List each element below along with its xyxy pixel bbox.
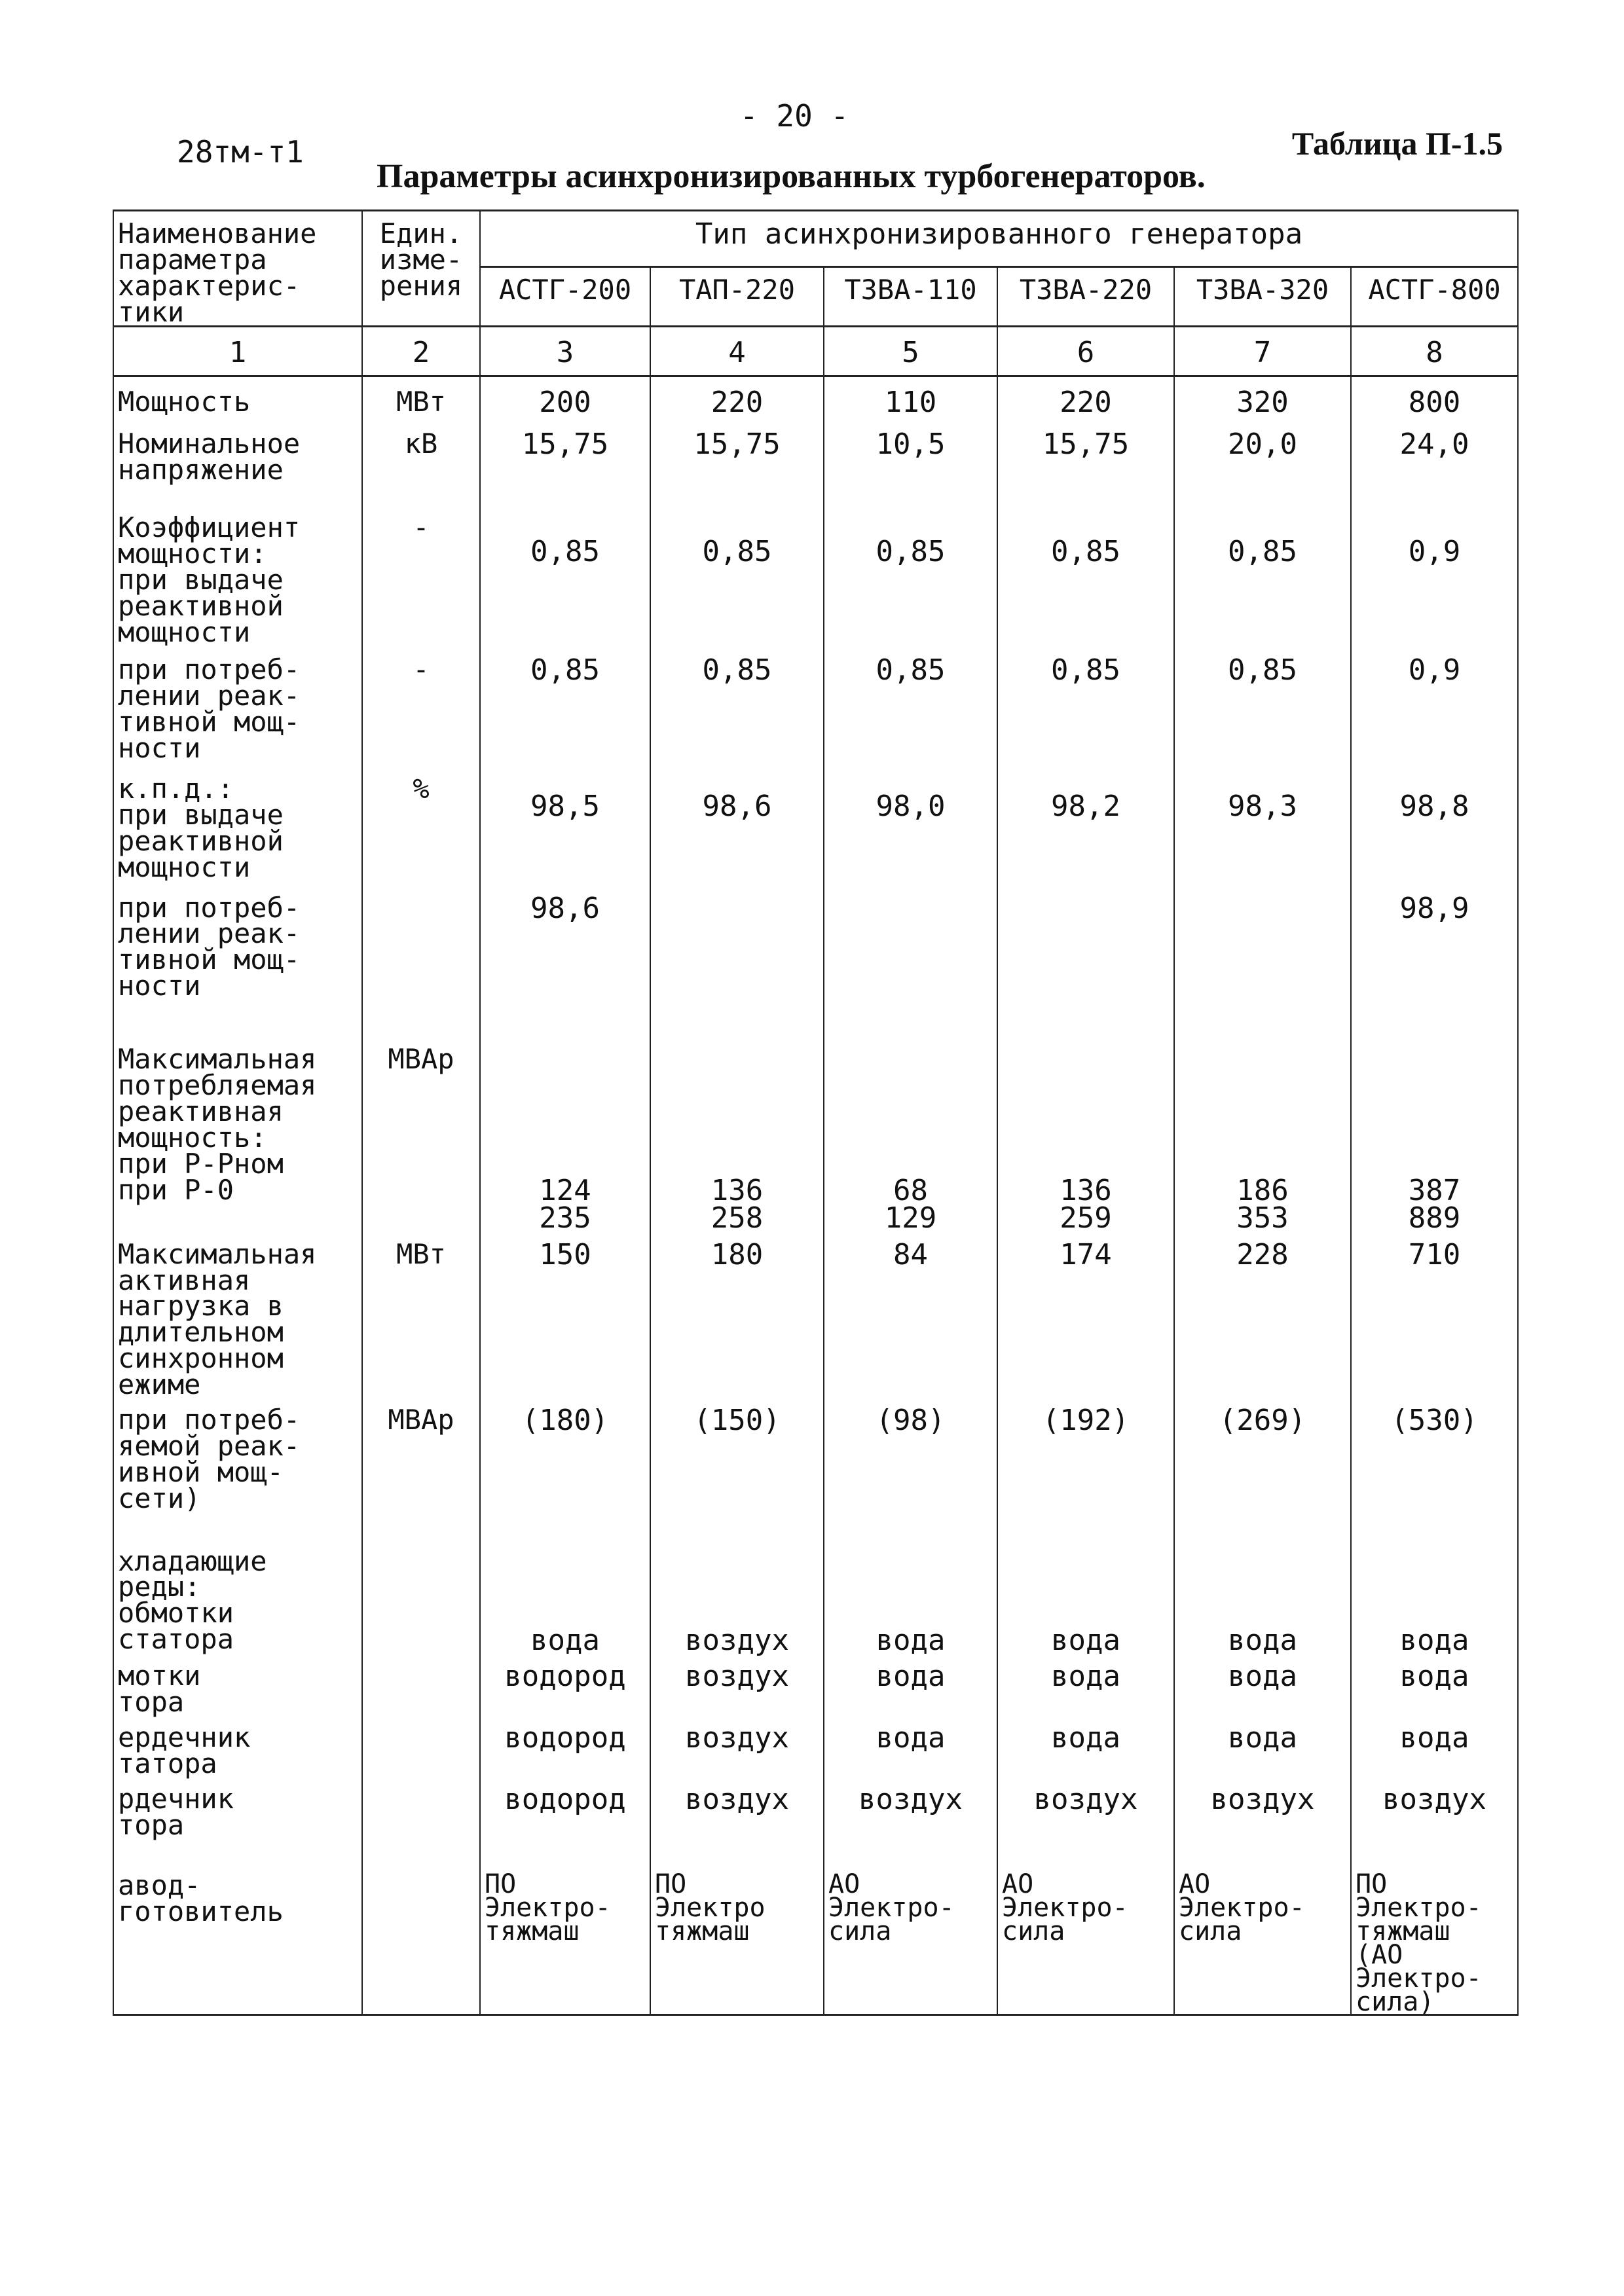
value-cell: 320 bbox=[1174, 376, 1351, 416]
parameter-name: Мощность bbox=[113, 376, 362, 416]
unit-cell bbox=[362, 881, 480, 1000]
type-label: ТЗВА-220 bbox=[997, 266, 1174, 326]
value-cell: 174 bbox=[997, 1232, 1174, 1398]
value-cell: 710 bbox=[1351, 1232, 1518, 1398]
value-cell: 150 bbox=[480, 1232, 650, 1398]
value-cell: 20,0 bbox=[1174, 416, 1351, 483]
column-number: 6 bbox=[997, 326, 1174, 376]
value-cell: 136 259 bbox=[997, 999, 1174, 1232]
value-cell: 68 129 bbox=[824, 999, 997, 1232]
value-cell: 98,6 bbox=[650, 761, 824, 881]
value-cell bbox=[1174, 881, 1351, 1000]
value-cell: (192) bbox=[997, 1398, 1174, 1512]
value-cell: 98,5 bbox=[480, 761, 650, 881]
value-cell: 186 353 bbox=[1174, 999, 1351, 1232]
table-body bbox=[113, 376, 1518, 2017]
parameter-name: Коэффициент мощности: при выдаче реактивной мощности bbox=[113, 483, 362, 645]
table-row bbox=[113, 1232, 1518, 1398]
table-row bbox=[113, 1512, 1518, 1654]
value-cell: 15,75 bbox=[650, 416, 824, 483]
header-unit: Един. изме- рения bbox=[362, 211, 480, 327]
value-cell: 800 bbox=[1351, 376, 1518, 416]
value-cell: вода bbox=[1174, 1654, 1351, 1715]
table-row bbox=[113, 1838, 1518, 2015]
value-cell: (150) bbox=[650, 1398, 824, 1512]
value-cell: 98,2 bbox=[997, 761, 1174, 881]
value-cell: 0,85 bbox=[650, 645, 824, 761]
value-cell: вода bbox=[480, 1512, 650, 1654]
parameter-name: мотки тора bbox=[113, 1654, 362, 1715]
column-number: 5 bbox=[824, 326, 997, 376]
value-cell: воздух bbox=[650, 1715, 824, 1777]
value-cell: 15,75 bbox=[997, 416, 1174, 483]
unit-cell: - bbox=[362, 645, 480, 761]
value-cell: ПО Электро- тяжмаш bbox=[480, 1838, 650, 2015]
unit-cell bbox=[362, 1512, 480, 1654]
value-cell: 0,9 bbox=[1351, 483, 1518, 645]
header-parameter-name: Наименование параметра характерис- тики bbox=[113, 211, 362, 327]
value-cell: 0,85 bbox=[650, 483, 824, 645]
value-cell: 15,75 bbox=[480, 416, 650, 483]
column-number-row bbox=[113, 326, 1518, 376]
column-number: 1 bbox=[113, 326, 362, 376]
value-cell: 110 bbox=[824, 376, 997, 416]
value-cell: (180) bbox=[480, 1398, 650, 1512]
value-cell: 0,85 bbox=[1174, 645, 1351, 761]
value-cell: ПО Электро- тяжмаш (АО Электро- сила) bbox=[1351, 1838, 1518, 2015]
value-cell: водород bbox=[480, 1777, 650, 1838]
table-row bbox=[113, 483, 1518, 645]
header-generator-type-group: Тип асинхронизированного генератора bbox=[480, 211, 1518, 267]
value-cell: АО Электро- сила bbox=[824, 1838, 997, 2015]
value-cell: воздух bbox=[1351, 1777, 1518, 1838]
value-cell: АО Электро- сила bbox=[997, 1838, 1174, 2015]
value-cell: (98) bbox=[824, 1398, 997, 1512]
column-number: 8 bbox=[1351, 326, 1518, 376]
document-code: 28тм-т1 bbox=[177, 134, 304, 170]
value-cell: ПО Электро тяжмаш bbox=[650, 1838, 824, 2015]
page-number: - 20 - bbox=[740, 98, 849, 134]
table-row bbox=[113, 1398, 1518, 1512]
value-cell: водород bbox=[480, 1654, 650, 1715]
value-cell: 0,85 bbox=[480, 483, 650, 645]
table-row bbox=[113, 1777, 1518, 1838]
parameter-name: при потреб- лении реак- тивной мощ- ности bbox=[113, 881, 362, 1000]
type-label: АСТГ-200 bbox=[480, 266, 650, 326]
value-cell: (269) bbox=[1174, 1398, 1351, 1512]
value-cell: 98,8 bbox=[1351, 761, 1518, 881]
value-cell: воздух bbox=[650, 1777, 824, 1838]
value-cell: 0,9 bbox=[1351, 645, 1518, 761]
value-cell: вода bbox=[1174, 1512, 1351, 1654]
value-cell: 124 235 bbox=[480, 999, 650, 1232]
parameter-name: рдечник тора bbox=[113, 1777, 362, 1838]
column-number: 3 bbox=[480, 326, 650, 376]
value-cell: 220 bbox=[997, 376, 1174, 416]
parameter-name: к.п.д.: при выдаче реактивной мощности bbox=[113, 761, 362, 881]
column-number: 4 bbox=[650, 326, 824, 376]
column-number: 2 bbox=[362, 326, 480, 376]
value-cell: вода bbox=[997, 1715, 1174, 1777]
parameter-name: авод- готовитель bbox=[113, 1838, 362, 2015]
table-number: Таблица П-1.5 bbox=[1291, 125, 1503, 162]
value-cell: 98,3 bbox=[1174, 761, 1351, 881]
unit-cell: МВт bbox=[362, 1232, 480, 1398]
value-cell: 200 bbox=[480, 376, 650, 416]
value-cell: вода bbox=[1351, 1512, 1518, 1654]
parameter-name: Максимальная потребляемая реактивная мощность: при Р-Рном при Р-0 bbox=[113, 999, 362, 1232]
value-cell: 0,85 bbox=[824, 483, 997, 645]
type-label: ТЗВА-320 bbox=[1174, 266, 1351, 326]
unit-cell: МВАр bbox=[362, 1398, 480, 1512]
column-number: 7 bbox=[1174, 326, 1351, 376]
value-cell: (530) bbox=[1351, 1398, 1518, 1512]
value-cell: 98,6 bbox=[480, 881, 650, 1000]
table-row bbox=[113, 376, 1518, 416]
value-cell: вода bbox=[997, 1654, 1174, 1715]
table-title: Параметры асинхронизированных турбогенераторов. bbox=[377, 158, 1206, 195]
unit-cell bbox=[362, 1715, 480, 1777]
table-row bbox=[113, 645, 1518, 761]
unit-cell bbox=[362, 1654, 480, 1715]
value-cell: 0,85 bbox=[824, 645, 997, 761]
value-cell: 0,85 bbox=[997, 645, 1174, 761]
parameter-name: при потреб- лении реак- тивной мощ- ности bbox=[113, 645, 362, 761]
value-cell: воздух bbox=[997, 1777, 1174, 1838]
value-cell: 0,85 bbox=[997, 483, 1174, 645]
value-cell: 136 258 bbox=[650, 999, 824, 1232]
type-label: АСТГ-800 bbox=[1351, 266, 1518, 326]
table-row bbox=[113, 416, 1518, 483]
value-cell: вода bbox=[1351, 1654, 1518, 1715]
type-label: ТАП-220 bbox=[650, 266, 824, 326]
value-cell: 84 bbox=[824, 1232, 997, 1398]
value-cell: 180 bbox=[650, 1232, 824, 1398]
unit-cell: МВАр bbox=[362, 999, 480, 1232]
value-cell: воздух bbox=[1174, 1777, 1351, 1838]
value-cell: воздух bbox=[650, 1654, 824, 1715]
table-row bbox=[113, 881, 1518, 1000]
value-cell: воздух bbox=[824, 1777, 997, 1838]
value-cell: вода bbox=[824, 1654, 997, 1715]
parameter-name: Максимальная активная нагрузка в длительном синхронном ежиме bbox=[113, 1232, 362, 1398]
table-row bbox=[113, 999, 1518, 1232]
value-cell: воздух bbox=[650, 1512, 824, 1654]
unit-cell bbox=[362, 1777, 480, 1838]
value-cell bbox=[824, 881, 997, 1000]
value-cell: 10,5 bbox=[824, 416, 997, 483]
table-row bbox=[113, 761, 1518, 881]
value-cell: 228 bbox=[1174, 1232, 1351, 1398]
value-cell: 98,0 bbox=[824, 761, 997, 881]
parameter-name: при потреб- яемой реак- ивной мощ- сети) bbox=[113, 1398, 362, 1512]
parameter-name: Номинальное напряжение bbox=[113, 416, 362, 483]
unit-cell: кВ bbox=[362, 416, 480, 483]
parameter-name: хладающие реды: обмотки статора bbox=[113, 1512, 362, 1654]
unit-cell bbox=[362, 1838, 480, 2015]
value-cell: 24,0 bbox=[1351, 416, 1518, 483]
unit-cell: - bbox=[362, 483, 480, 645]
value-cell: вода bbox=[1174, 1715, 1351, 1777]
table-row bbox=[113, 1715, 1518, 1777]
value-cell: АО Электро- сила bbox=[1174, 1838, 1351, 2015]
parameter-name: ердечник татора bbox=[113, 1715, 362, 1777]
value-cell: 0,85 bbox=[480, 645, 650, 761]
type-label: ТЗВА-110 bbox=[824, 266, 997, 326]
value-cell: 220 bbox=[650, 376, 824, 416]
value-cell: 387 889 bbox=[1351, 999, 1518, 1232]
unit-cell: МВт bbox=[362, 376, 480, 416]
table-row bbox=[113, 1654, 1518, 1715]
value-cell bbox=[997, 881, 1174, 1000]
value-cell: 98,9 bbox=[1351, 881, 1518, 1000]
value-cell: водород bbox=[480, 1715, 650, 1777]
value-cell: 0,85 bbox=[1174, 483, 1351, 645]
value-cell: вода bbox=[997, 1512, 1174, 1654]
value-cell: вода bbox=[1351, 1715, 1518, 1777]
unit-cell: % bbox=[362, 761, 480, 881]
value-cell: вода bbox=[824, 1715, 997, 1777]
value-cell bbox=[650, 881, 824, 1000]
table-header-row bbox=[113, 211, 1518, 267]
parameters-table bbox=[113, 210, 1519, 2016]
value-cell: вода bbox=[824, 1512, 997, 1654]
